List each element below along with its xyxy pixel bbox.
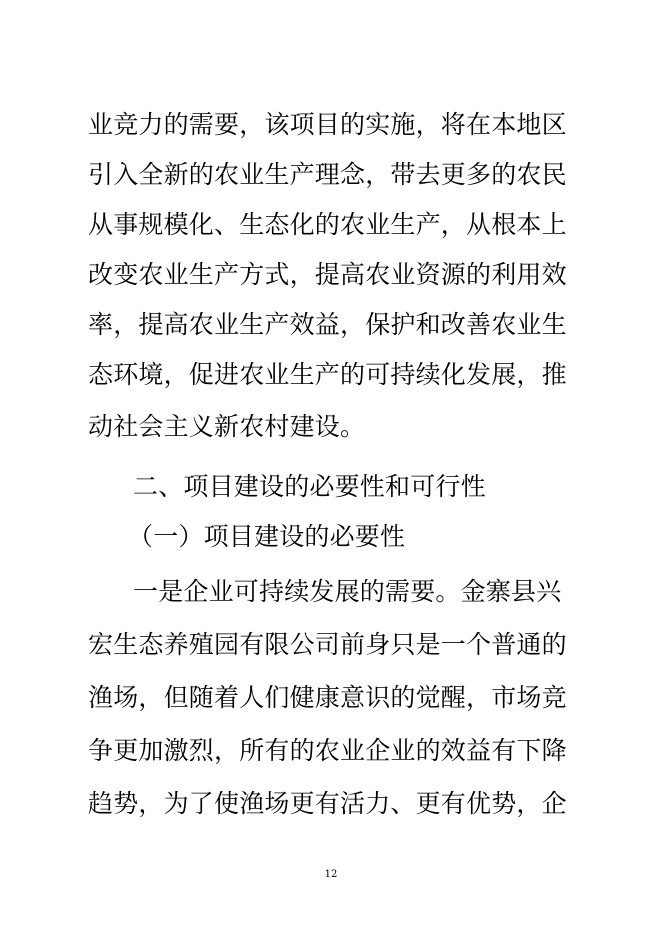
- subsection-heading: （一）项目建设的必要性: [128, 522, 406, 551]
- body-text-line: 率，提高农业生产效益，保护和改善农业生: [88, 310, 567, 339]
- body-text-line: 态环境，促进农业生产的可持续化发展，推: [88, 360, 567, 389]
- body-text-line: 渔场，但随着人们健康意识的觉醒，市场竞: [88, 683, 567, 712]
- body-text-line: 改变农业生产方式，提高农业资源的利用效: [88, 260, 567, 289]
- body-text-line: 引入全新的农业生产理念，带去更多的农民: [88, 160, 567, 189]
- body-text-line: 趋势，为了使渔场更有活力、更有优势，企: [88, 789, 567, 818]
- body-text-line: 业竞力的需要，该项目的实施，将在本地区: [88, 110, 567, 139]
- body-text-line: 争更加激烈，所有的农业企业的效益有下降: [88, 736, 567, 765]
- page-number: 12: [324, 869, 338, 880]
- body-text-line: 动社会主义新农村建设。: [88, 412, 366, 441]
- body-text-line: 宏生态养殖园有限公司前身只是一个普通的: [88, 630, 567, 659]
- body-text-line: 从事规模化、生态化的农业生产，从根本上: [88, 210, 567, 239]
- paragraph-first-line: 一是企业可持续发展的需要。金寨县兴: [133, 577, 562, 606]
- section-heading: 二、项目建设的必要性和可行性: [133, 472, 486, 501]
